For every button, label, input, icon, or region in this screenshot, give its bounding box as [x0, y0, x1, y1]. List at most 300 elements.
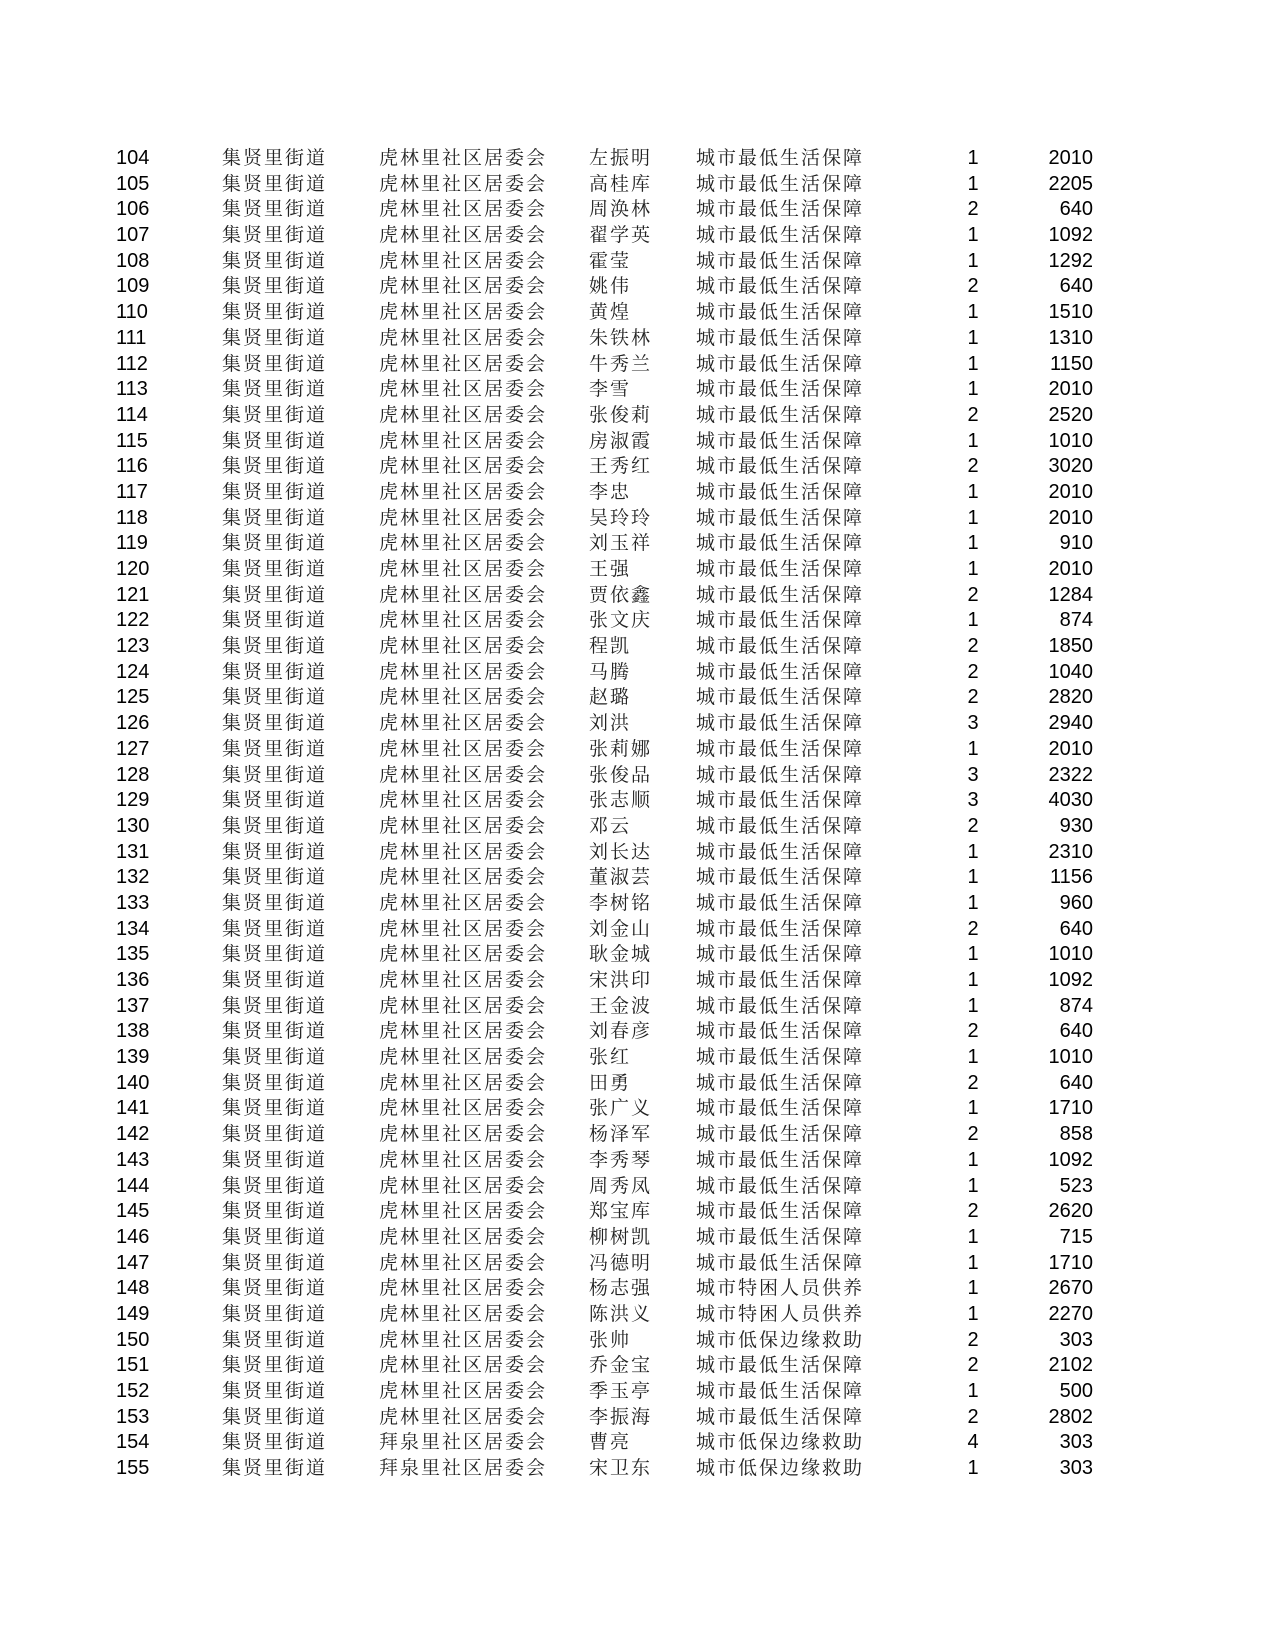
person-name: 李树铭 — [589, 891, 653, 914]
assistance-type: 城市最低生活保障 — [696, 866, 865, 889]
street-name: 集贤里街道 — [222, 1225, 328, 1248]
street-name: 集贤里街道 — [222, 275, 328, 298]
household-count: 1 — [967, 1380, 979, 1402]
person-name: 杨志强 — [589, 1277, 653, 1300]
table-row — [0, 942, 1275, 968]
amount: 2520 — [1048, 403, 1093, 426]
street-name: 集贤里街道 — [222, 301, 328, 324]
person-name: 乔金宝 — [589, 1354, 653, 1377]
person-name: 王金波 — [589, 994, 653, 1017]
household-count: 3 — [967, 789, 979, 812]
community-name: 虎林里社区居委会 — [379, 686, 548, 709]
amount: 1040 — [1048, 660, 1093, 683]
community-name: 虎林里社区居委会 — [379, 455, 548, 478]
household-count: 1 — [967, 1148, 979, 1171]
person-name: 杨泽军 — [589, 1123, 653, 1146]
street-name: 集贤里街道 — [222, 609, 328, 632]
person-name: 张红 — [589, 1046, 632, 1069]
person-name: 田勇 — [589, 1071, 632, 1094]
street-name: 集贤里街道 — [222, 917, 328, 940]
table-row — [0, 249, 1275, 275]
community-name: 虎林里社区居委会 — [379, 635, 548, 658]
row-index: 143 — [116, 1148, 150, 1171]
street-name: 集贤里街道 — [222, 660, 328, 683]
amount: 1092 — [1048, 969, 1093, 991]
amount: 4030 — [1048, 789, 1093, 812]
table-row — [0, 1353, 1275, 1379]
table-row — [0, 1251, 1275, 1277]
household-count: 1 — [967, 558, 979, 580]
table-row — [0, 1276, 1275, 1302]
household-count: 1 — [967, 1457, 979, 1480]
amount: 874 — [1059, 994, 1093, 1017]
assistance-type: 城市最低生活保障 — [696, 532, 865, 555]
row-index: 111 — [116, 326, 147, 349]
community-name: 虎林里社区居委会 — [379, 891, 548, 914]
table-row — [0, 994, 1275, 1020]
table-row — [0, 891, 1275, 917]
community-name: 虎林里社区居委会 — [379, 147, 548, 169]
amount: 1710 — [1048, 1251, 1093, 1274]
row-index: 129 — [116, 789, 150, 812]
person-name: 郑宝库 — [589, 1200, 653, 1223]
household-count: 1 — [967, 609, 979, 632]
street-name: 集贤里街道 — [222, 1431, 328, 1454]
household-count: 1 — [967, 1302, 979, 1325]
community-name: 虎林里社区居委会 — [379, 866, 548, 889]
table-row — [0, 1225, 1275, 1251]
amount: 640 — [1059, 917, 1093, 940]
person-name: 马腾 — [589, 660, 632, 683]
person-name: 周涣林 — [589, 198, 653, 221]
person-name: 张广义 — [589, 1097, 653, 1120]
row-index: 119 — [116, 532, 148, 555]
community-name: 虎林里社区居委会 — [379, 301, 548, 324]
row-index: 116 — [116, 455, 148, 478]
household-count: 2 — [967, 660, 979, 683]
assistance-type: 城市最低生活保障 — [696, 1046, 865, 1069]
street-name: 集贤里街道 — [222, 326, 328, 349]
household-count: 1 — [967, 1174, 979, 1197]
assistance-type: 城市最低生活保障 — [696, 558, 865, 580]
table-row — [0, 506, 1275, 532]
amount: 2010 — [1048, 506, 1093, 529]
street-name: 集贤里街道 — [222, 789, 328, 812]
table-row — [0, 583, 1275, 609]
household-count: 1 — [967, 532, 979, 555]
assistance-type: 城市最低生活保障 — [696, 609, 865, 632]
person-name: 左振明 — [589, 147, 653, 169]
row-index: 132 — [116, 866, 150, 889]
amount: 303 — [1059, 1457, 1093, 1480]
amount: 2620 — [1048, 1200, 1093, 1223]
row-index: 127 — [116, 737, 150, 760]
amount: 500 — [1059, 1380, 1093, 1402]
person-name: 宋洪印 — [589, 969, 653, 991]
table-row — [0, 1302, 1275, 1328]
amount: 910 — [1059, 532, 1093, 555]
row-index: 136 — [116, 969, 150, 991]
household-count: 1 — [967, 1046, 979, 1069]
person-name: 吴玲玲 — [589, 506, 653, 529]
household-count: 2 — [967, 1020, 979, 1043]
household-count: 1 — [967, 1225, 979, 1248]
household-count: 1 — [967, 147, 979, 169]
table-row — [0, 557, 1275, 583]
table-row — [0, 737, 1275, 763]
community-name: 虎林里社区居委会 — [379, 1405, 548, 1428]
household-count: 2 — [967, 1123, 979, 1146]
person-name: 霍莹 — [589, 249, 632, 272]
amount: 523 — [1059, 1174, 1093, 1197]
street-name: 集贤里街道 — [222, 147, 328, 169]
assistance-type: 城市最低生活保障 — [696, 635, 865, 658]
street-name: 集贤里街道 — [222, 1071, 328, 1094]
amount: 640 — [1059, 198, 1093, 221]
amount: 1510 — [1048, 301, 1093, 324]
community-name: 虎林里社区居委会 — [379, 1380, 548, 1402]
street-name: 集贤里街道 — [222, 814, 328, 837]
community-name: 虎林里社区居委会 — [379, 326, 548, 349]
household-count: 2 — [967, 814, 979, 837]
community-name: 虎林里社区居委会 — [379, 429, 548, 452]
household-count: 1 — [967, 737, 979, 760]
community-name: 虎林里社区居委会 — [379, 583, 548, 606]
table-row — [0, 1199, 1275, 1225]
table-row — [0, 660, 1275, 686]
person-name: 张俊品 — [589, 763, 653, 786]
household-count: 1 — [967, 429, 979, 452]
person-name: 季玉亭 — [589, 1380, 653, 1402]
community-name: 虎林里社区居委会 — [379, 969, 548, 991]
person-name: 宋卫东 — [589, 1457, 653, 1480]
amount: 1292 — [1048, 249, 1093, 272]
row-index: 145 — [116, 1200, 150, 1223]
household-count: 1 — [967, 326, 979, 349]
community-name: 虎林里社区居委会 — [379, 1328, 548, 1351]
row-index: 147 — [116, 1251, 150, 1274]
assistance-type: 城市最低生活保障 — [696, 275, 865, 298]
community-name: 虎林里社区居委会 — [379, 198, 548, 221]
row-index: 113 — [116, 378, 148, 401]
table-row — [0, 685, 1275, 711]
community-name: 虎林里社区居委会 — [379, 917, 548, 940]
street-name: 集贤里街道 — [222, 1174, 328, 1197]
household-count: 3 — [967, 712, 979, 735]
community-name: 虎林里社区居委会 — [379, 712, 548, 735]
amount: 1850 — [1048, 635, 1093, 658]
community-name: 虎林里社区居委会 — [379, 943, 548, 966]
street-name: 集贤里街道 — [222, 583, 328, 606]
table-row — [0, 429, 1275, 455]
street-name: 集贤里街道 — [222, 737, 328, 760]
community-name: 虎林里社区居委会 — [379, 558, 548, 580]
assistance-type: 城市最低生活保障 — [696, 969, 865, 991]
person-name: 黄煌 — [589, 301, 632, 324]
street-name: 集贤里街道 — [222, 1354, 328, 1377]
person-name: 刘春彦 — [589, 1020, 653, 1043]
street-name: 集贤里街道 — [222, 686, 328, 709]
person-name: 周秀凤 — [589, 1174, 653, 1197]
row-index: 122 — [116, 609, 150, 632]
assistance-type: 城市最低生活保障 — [696, 943, 865, 966]
assistance-type: 城市最低生活保障 — [696, 1200, 865, 1223]
row-index: 121 — [116, 583, 150, 606]
assistance-type: 城市最低生活保障 — [696, 378, 865, 401]
person-name: 李振海 — [589, 1405, 653, 1428]
amount: 1092 — [1048, 1148, 1093, 1171]
person-name: 耿金城 — [589, 943, 653, 966]
table-row — [0, 300, 1275, 326]
community-name: 虎林里社区居委会 — [379, 994, 548, 1017]
street-name: 集贤里街道 — [222, 378, 328, 401]
assistance-type: 城市最低生活保障 — [696, 1251, 865, 1274]
household-count: 1 — [967, 352, 979, 375]
amount: 303 — [1059, 1431, 1093, 1454]
table-row — [0, 326, 1275, 352]
amount: 1010 — [1048, 943, 1093, 966]
row-index: 107 — [116, 224, 150, 247]
amount: 874 — [1059, 609, 1093, 632]
table-row — [0, 1328, 1275, 1354]
person-name: 李雪 — [589, 378, 632, 401]
household-count: 1 — [967, 866, 979, 889]
community-name: 虎林里社区居委会 — [379, 506, 548, 529]
row-index: 108 — [116, 249, 150, 272]
community-name: 虎林里社区居委会 — [379, 840, 548, 863]
amount: 960 — [1059, 891, 1093, 914]
household-count: 4 — [967, 1431, 979, 1454]
row-index: 155 — [116, 1457, 150, 1480]
amount: 2102 — [1048, 1354, 1093, 1377]
community-name: 虎林里社区居委会 — [379, 1302, 548, 1325]
assistance-type: 城市最低生活保障 — [696, 172, 865, 195]
community-name: 虎林里社区居委会 — [379, 352, 548, 375]
household-count: 1 — [967, 506, 979, 529]
household-count: 1 — [967, 994, 979, 1017]
community-name: 虎林里社区居委会 — [379, 1097, 548, 1120]
person-name: 王强 — [589, 558, 632, 580]
amount: 640 — [1059, 1071, 1093, 1094]
amount: 3020 — [1048, 455, 1093, 478]
table-row — [0, 634, 1275, 660]
street-name: 集贤里街道 — [222, 943, 328, 966]
row-index: 139 — [116, 1046, 150, 1069]
household-count: 2 — [967, 1405, 979, 1428]
row-index: 123 — [116, 635, 150, 658]
street-name: 集贤里街道 — [222, 1200, 328, 1223]
amount: 1092 — [1048, 224, 1093, 247]
community-name: 虎林里社区居委会 — [379, 1200, 548, 1223]
table-row — [0, 480, 1275, 506]
amount: 2310 — [1048, 840, 1093, 863]
assistance-type: 城市最低生活保障 — [696, 1174, 865, 1197]
amount: 303 — [1059, 1328, 1093, 1351]
assistance-type: 城市最低生活保障 — [696, 1225, 865, 1248]
row-index: 131 — [116, 840, 150, 863]
street-name: 集贤里街道 — [222, 866, 328, 889]
assistance-type: 城市最低生活保障 — [696, 480, 865, 503]
assistance-type: 城市最低生活保障 — [696, 763, 865, 786]
row-index: 133 — [116, 891, 150, 914]
street-name: 集贤里街道 — [222, 891, 328, 914]
amount: 2010 — [1048, 147, 1093, 169]
row-index: 151 — [116, 1354, 150, 1377]
person-name: 程凯 — [589, 635, 632, 658]
street-name: 集贤里街道 — [222, 403, 328, 426]
person-name: 张莉娜 — [589, 737, 653, 760]
assistance-type: 城市最低生活保障 — [696, 1097, 865, 1120]
street-name: 集贤里街道 — [222, 198, 328, 221]
street-name: 集贤里街道 — [222, 249, 328, 272]
assistance-type: 城市最低生活保障 — [696, 455, 865, 478]
table-row — [0, 377, 1275, 403]
amount: 1310 — [1048, 326, 1093, 349]
street-name: 集贤里街道 — [222, 1328, 328, 1351]
street-name: 集贤里街道 — [222, 969, 328, 991]
assistance-type: 城市最低生活保障 — [696, 1405, 865, 1428]
row-index: 128 — [116, 763, 150, 786]
community-name: 虎林里社区居委会 — [379, 1123, 548, 1146]
household-count: 2 — [967, 1200, 979, 1223]
assistance-type: 城市最低生活保障 — [696, 737, 865, 760]
assistance-type: 城市最低生活保障 — [696, 403, 865, 426]
community-name: 虎林里社区居委会 — [379, 275, 548, 298]
records-table — [0, 146, 1275, 1482]
assistance-type: 城市低保边缘救助 — [696, 1457, 865, 1480]
row-index: 120 — [116, 558, 150, 580]
amount: 1284 — [1048, 583, 1093, 606]
row-index: 118 — [116, 506, 148, 529]
table-row — [0, 1148, 1275, 1174]
table-row — [0, 1174, 1275, 1200]
street-name: 集贤里街道 — [222, 1302, 328, 1325]
table-row — [0, 917, 1275, 943]
person-name: 刘金山 — [589, 917, 653, 940]
person-name: 朱铁林 — [589, 326, 653, 349]
community-name: 虎林里社区居委会 — [379, 403, 548, 426]
household-count: 2 — [967, 635, 979, 658]
assistance-type: 城市最低生活保障 — [696, 506, 865, 529]
row-index: 114 — [116, 403, 148, 426]
table-row — [0, 1379, 1275, 1405]
assistance-type: 城市最低生活保障 — [696, 917, 865, 940]
table-row — [0, 763, 1275, 789]
row-index: 125 — [116, 686, 150, 709]
household-count: 2 — [967, 1354, 979, 1377]
community-name: 虎林里社区居委会 — [379, 172, 548, 195]
table-row — [0, 968, 1275, 994]
table-row — [0, 1045, 1275, 1071]
person-name: 张帅 — [589, 1328, 632, 1351]
community-name: 虎林里社区居委会 — [379, 249, 548, 272]
table-row — [0, 223, 1275, 249]
amount: 2270 — [1048, 1302, 1093, 1325]
household-count: 1 — [967, 301, 979, 324]
row-index: 109 — [116, 275, 150, 298]
assistance-type: 城市最低生活保障 — [696, 1380, 865, 1402]
household-count: 1 — [967, 480, 979, 503]
table-row — [0, 352, 1275, 378]
community-name: 虎林里社区居委会 — [379, 1046, 548, 1069]
assistance-type: 城市最低生活保障 — [696, 1020, 865, 1043]
assistance-type: 城市最低生活保障 — [696, 583, 865, 606]
community-name: 虎林里社区居委会 — [379, 763, 548, 786]
street-name: 集贤里街道 — [222, 506, 328, 529]
table-row — [0, 608, 1275, 634]
assistance-type: 城市最低生活保障 — [696, 301, 865, 324]
household-count: 2 — [967, 198, 979, 221]
row-index: 148 — [116, 1277, 150, 1300]
person-name: 曹亮 — [589, 1431, 632, 1454]
community-name: 拜泉里社区居委会 — [379, 1457, 548, 1480]
assistance-type: 城市最低生活保障 — [696, 712, 865, 735]
assistance-type: 城市最低生活保障 — [696, 224, 865, 247]
street-name: 集贤里街道 — [222, 1457, 328, 1480]
household-count: 1 — [967, 378, 979, 401]
amount: 2010 — [1048, 480, 1093, 503]
person-name: 贾依鑫 — [589, 583, 653, 606]
person-name: 刘玉祥 — [589, 532, 653, 555]
amount: 2010 — [1048, 737, 1093, 760]
household-count: 2 — [967, 403, 979, 426]
table-row — [0, 454, 1275, 480]
assistance-type: 城市最低生活保障 — [696, 891, 865, 914]
assistance-type: 城市最低生活保障 — [696, 429, 865, 452]
amount: 2940 — [1048, 712, 1093, 735]
household-count: 2 — [967, 1328, 979, 1351]
assistance-type: 城市低保边缘救助 — [696, 1431, 865, 1454]
community-name: 虎林里社区居委会 — [379, 1251, 548, 1274]
person-name: 房淑霞 — [589, 429, 653, 452]
community-name: 虎林里社区居委会 — [379, 1354, 548, 1377]
table-row — [0, 840, 1275, 866]
street-name: 集贤里街道 — [222, 224, 328, 247]
assistance-type: 城市最低生活保障 — [696, 686, 865, 709]
row-index: 140 — [116, 1071, 150, 1094]
table-row — [0, 531, 1275, 557]
community-name: 虎林里社区居委会 — [379, 532, 548, 555]
person-name: 张志顺 — [589, 789, 653, 812]
row-index: 105 — [116, 172, 150, 195]
amount: 2010 — [1048, 558, 1093, 580]
table-row — [0, 1071, 1275, 1097]
row-index: 138 — [116, 1020, 150, 1043]
table-row — [0, 788, 1275, 814]
amount: 1150 — [1049, 352, 1093, 375]
row-index: 126 — [116, 712, 150, 735]
amount: 640 — [1059, 1020, 1093, 1043]
table-row — [0, 814, 1275, 840]
assistance-type: 城市最低生活保障 — [696, 1354, 865, 1377]
row-index: 149 — [116, 1302, 150, 1325]
household-count: 2 — [967, 583, 979, 606]
household-count: 1 — [967, 224, 979, 247]
row-index: 141 — [116, 1097, 150, 1120]
amount: 640 — [1059, 275, 1093, 298]
street-name: 集贤里街道 — [222, 1097, 328, 1120]
person-name: 刘洪 — [589, 712, 632, 735]
row-index: 115 — [116, 429, 148, 452]
household-count: 2 — [967, 686, 979, 709]
community-name: 虎林里社区居委会 — [379, 814, 548, 837]
street-name: 集贤里街道 — [222, 712, 328, 735]
person-name: 冯德明 — [589, 1251, 653, 1274]
community-name: 虎林里社区居委会 — [379, 1020, 548, 1043]
household-count: 1 — [967, 1097, 979, 1120]
person-name: 翟学英 — [589, 224, 653, 247]
row-index: 142 — [116, 1123, 150, 1146]
